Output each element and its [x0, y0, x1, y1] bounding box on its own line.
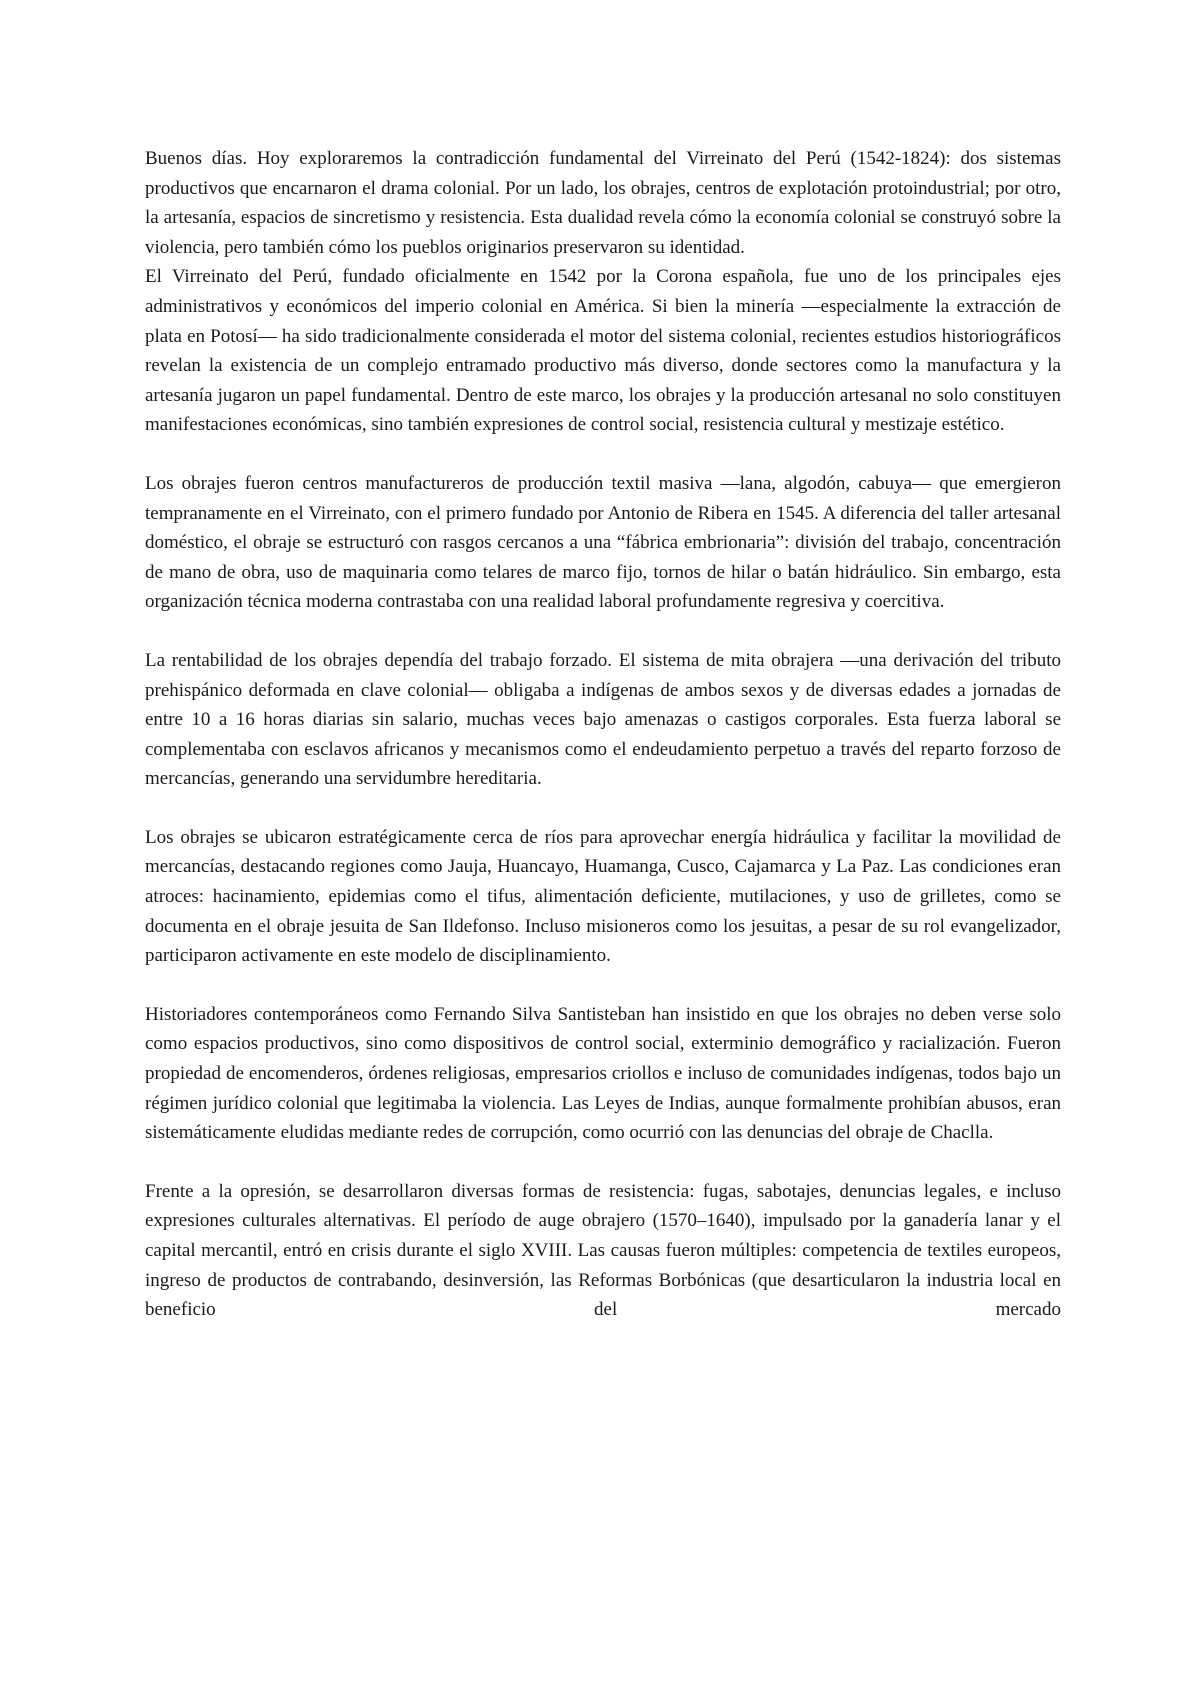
- paragraph-virreinato: El Virreinato del Perú, fundado oficialmente en 1542 por la Corona española, fue uno de los principales ejes administrativos y económicos del imperio colonial en América. Si bien la minería —especialmente la extracción de plata en Potosí— ha sido tradicionalmente considerada el motor del sistema colonial, recientes estudios historiográficos revelan la existencia de un complejo entramado productivo más diverso, donde sectores como la manufactura y la artesanía jugaron un papel fundamental. Dentro de este marco, los obrajes y la producción artesanal no solo constituyen manifestaciones económicas, sino también expresiones de control social, resistencia cultural y mestizaje estético.: [145, 266, 1061, 436]
- paragraph-resistencia: Frente a la opresión, se desarrollaron diversas formas de resistencia: fugas, sabotajes, denuncias legales, e incluso expresiones culturales alternativas. El período de auge obrajero (1570–1640), impulsado por la ganadería lanar y el capital mercantil, entró en crisis durante el siglo XVIII. Las causas fueron múltiples: competencia de textiles europeos, ingreso de productos de contrabando, desinversión, las Reformas Borbónicas (que desarticularon la industria local en beneficio del mercado: [145, 1180, 1061, 1321]
- paragraph-obrajes-location: Los obrajes se ubicaron estratégicamente cerca de ríos para aprovechar energía hidráulica y facilitar la movilidad de mercancías, destacando regiones como Jauja, Huancayo, Huamanga, Cusco, Cajamarca y La Paz. Las condiciones eran atroces: hacinamiento, epidemias como el tifus, alimentación deficiente, mutilaciones, y uso de grilletes, como se documenta en el obraje jesuita de San Ildefonso. Incluso misioneros como los jesuitas, a pesar de su rol evangelizador, participaron activamente en este modelo de disciplinamiento.: [145, 826, 1061, 967]
- document-body: [145, 144, 1061, 1325]
- paragraph-intro: Buenos días. Hoy exploraremos la contradicción fundamental del Virreinato del Perú (1542-1824): dos sistemas productivos que encarnaron el drama colonial. Por un lado, los obrajes, centros de explotación protoindustrial; por otro, la artesanía, espacios de sincretismo y resistencia. Esta dualidad revela cómo la economía colonial se construyó sobre la violencia, pero también cómo los pueblos originarios preservaron su identidad.: [145, 148, 1061, 258]
- paragraph-mita-obrajera: La rentabilidad de los obrajes dependía del trabajo forzado. El sistema de mita obrajera —una derivación del tributo prehispánico deformada en clave colonial— obligaba a indígenas de ambos sexos y de diversas edades a jornadas de entre 10 a 16 horas diarias sin salario, muchas veces bajo amenazas o castigos corporales. Esta fuerza laboral se complementaba con esclavos africanos y mecanismos como el endeudamiento perpetuo a través del reparto forzoso de mercancías, generando una servidumbre hereditaria.: [145, 649, 1061, 790]
- paragraph-obrajes-definition: Los obrajes fueron centros manufactureros de producción textil masiva —lana, algodón, cabuya— que emergieron tempranamente en el Virreinato, con el primero fundado por Antonio de Ribera en 1545. A diferencia del taller artesanal doméstico, el obraje se estructuró con rasgos cercanos a una “fábrica embrionaria”: división del trabajo, concentración de mano de obra, uso de maquinaria como telares de marco fijo, tornos de hilar o batán hidráulico. Sin embargo, esta organización técnica moderna contrastaba con una realidad laboral profundamente regresiva y coercitiva.: [145, 472, 1061, 613]
- paragraph-historiadores: Historiadores contemporáneos como Fernando Silva Santisteban han insistido en que los obrajes no deben verse solo como espacios productivos, sino como dispositivos de control social, exterminio demográfico y racialización. Fueron propiedad de encomenderos, órdenes religiosas, empresarios criollos e incluso de comunidades indígenas, todos bajo un régimen jurídico colonial que legitimaba la violencia. Las Leyes de Indias, aunque formalmente prohibían abusos, eran sistemáticamente eludidas mediante redes de corrupción, como ocurrió con las denuncias del obraje de Chaclla.: [145, 1003, 1061, 1144]
